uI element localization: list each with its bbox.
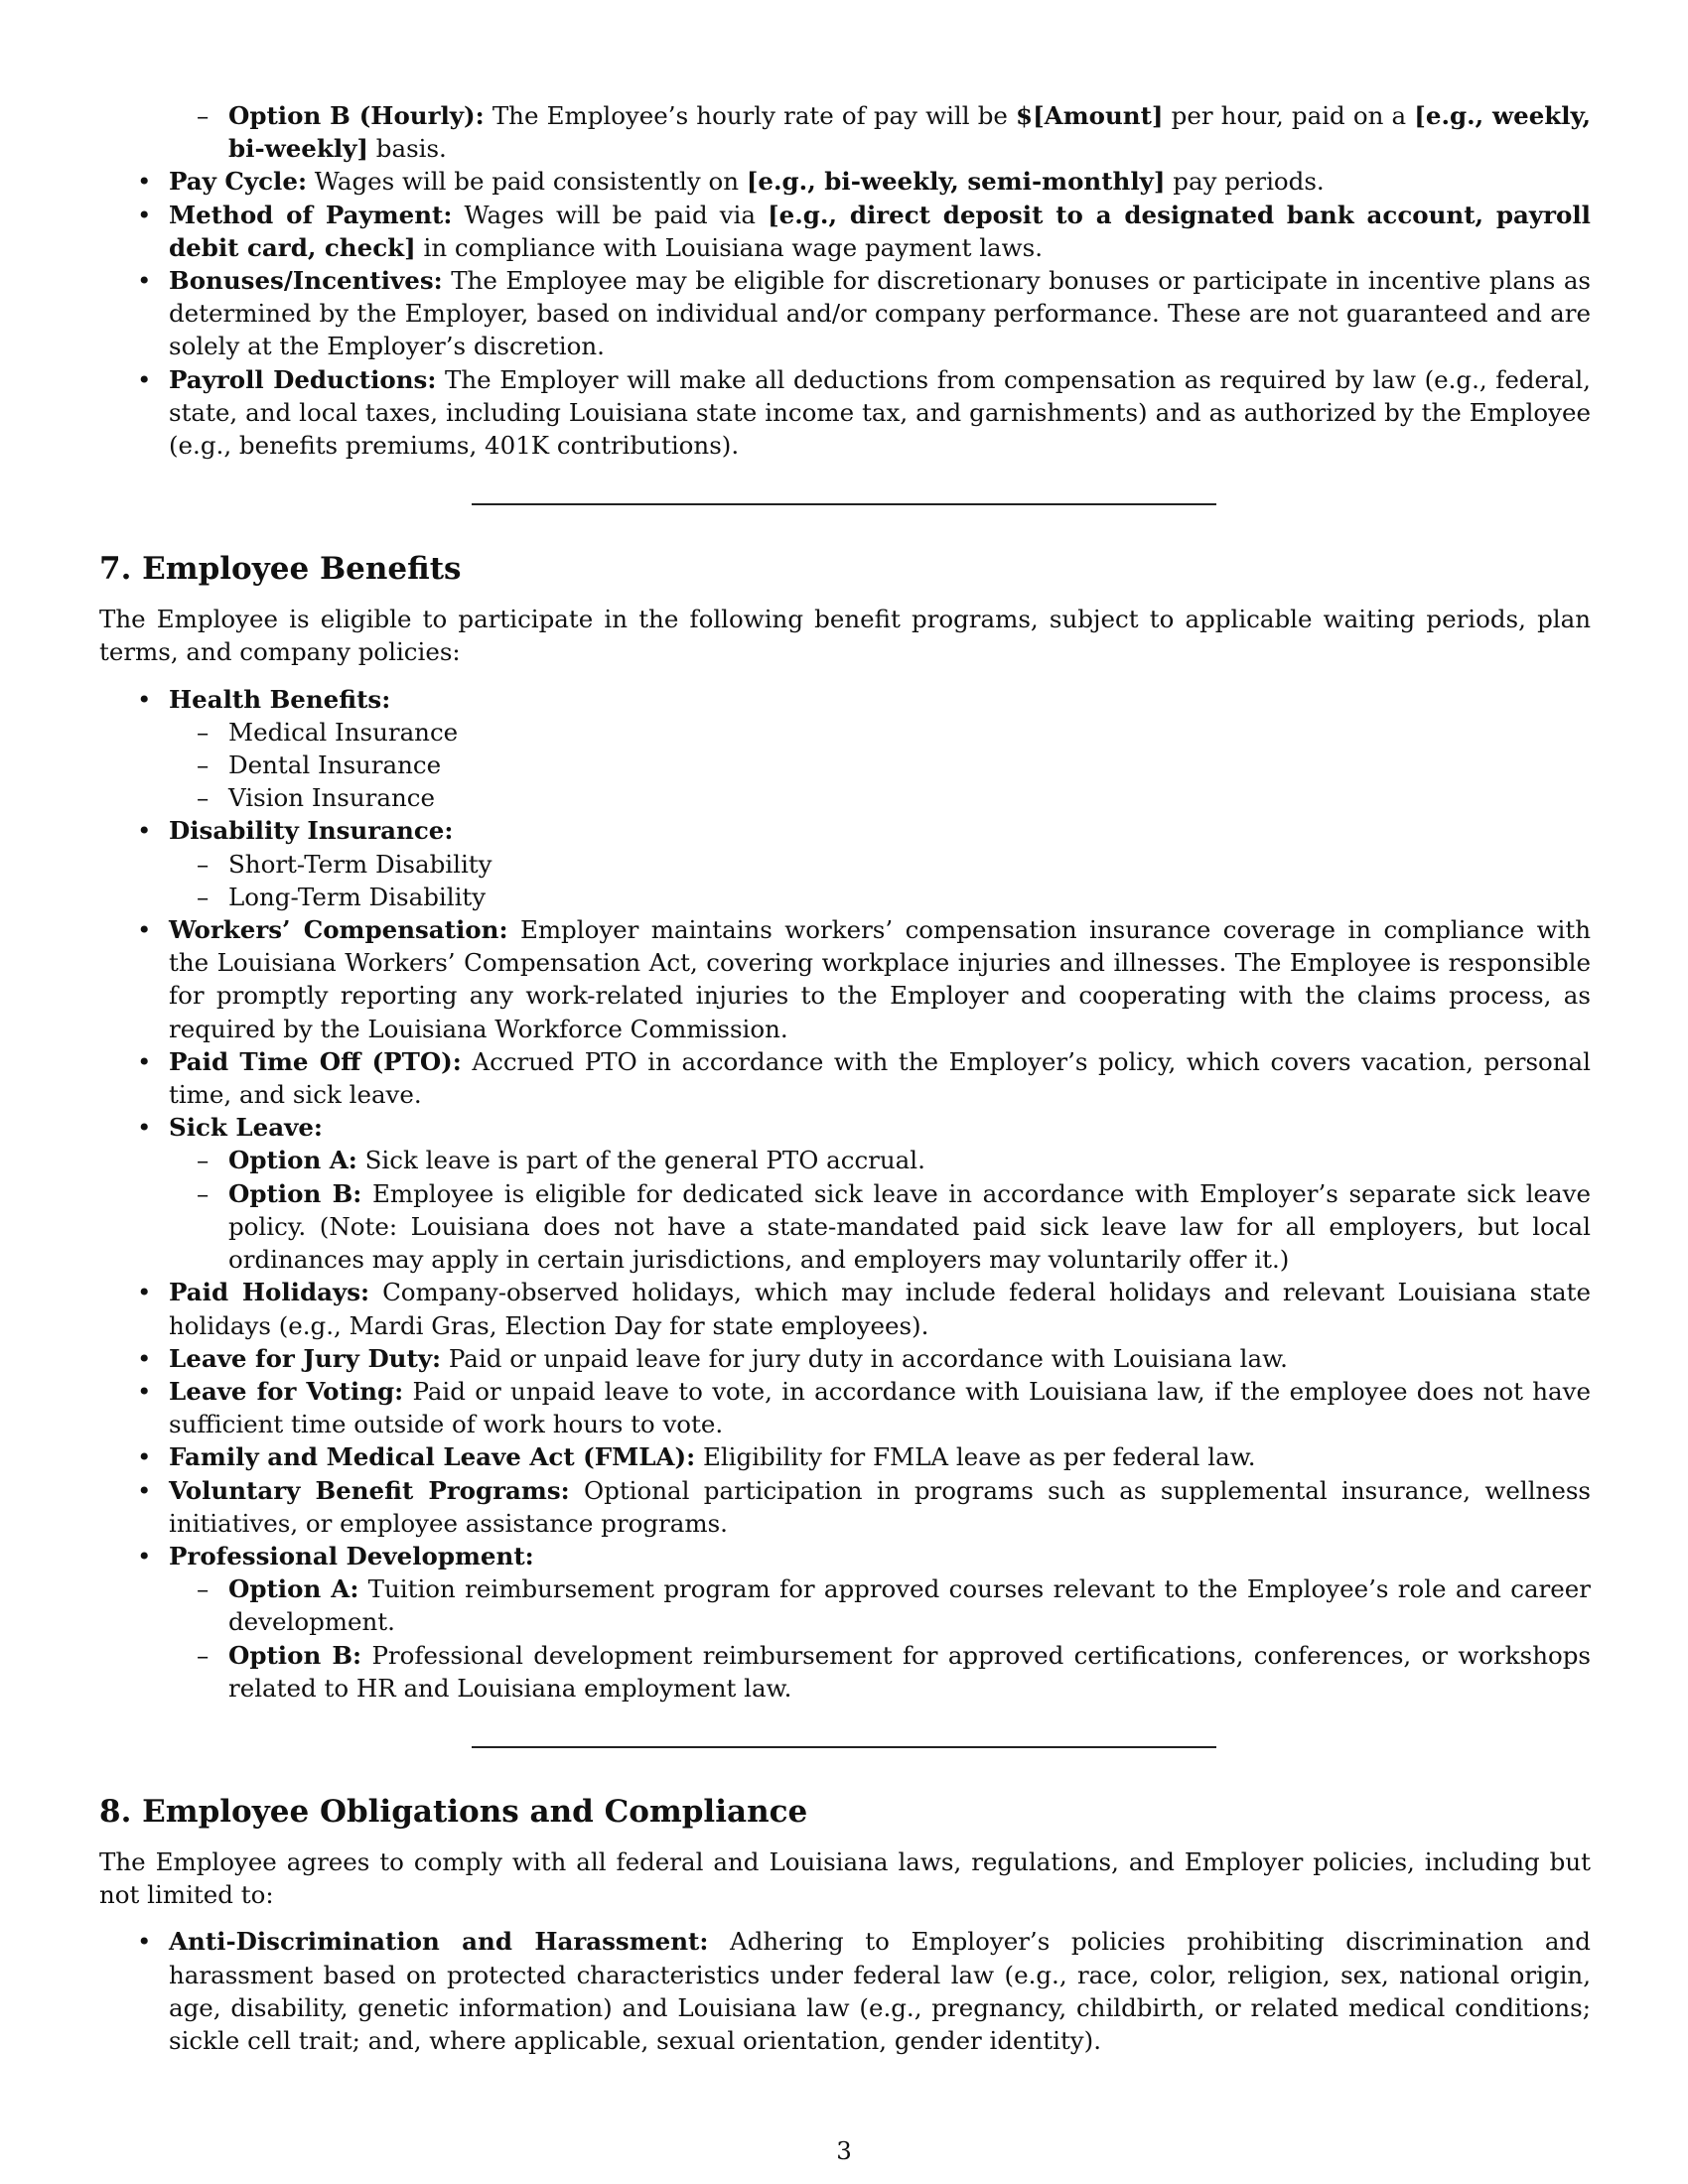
payment-method-label: Method of Payment: [169,200,453,229]
payment-method-text: in compliance with Louisiana wage payment laws. [423,232,1043,262]
section-7-intro: The Employee is eligible to participate in the following benefit programs, subject to applicable waiting periods, plan terms, and company policies: [99,605,1591,667]
voluntary-benefits-text: Optional participation in programs such as supplemental insurance, wellness initiatives, or employee assistance programs. [169,1475,1591,1538]
pay-cycle-placeholder: [e.g., bi-weekly, semi-monthly] [746,167,1166,197]
pay-option-b-text: The Employee’s hourly rate of pay will be [492,101,1008,130]
health-benefits-item [99,683,1591,716]
bullet-marker: • [137,1442,152,1472]
disability-label: Disability Insurance: [169,816,454,846]
voting-leave-text: Paid or unpaid leave to vote, in accordance with Louisiana law, if the employee does not have sufficient time outside of work hours to vote. [169,1376,1591,1439]
prodev-option-a-item [99,1572,1591,1638]
page-number: 3 [836,2136,852,2165]
pto-item [99,1045,1591,1111]
disability-item [99,814,1591,847]
benefits-list [99,683,1591,1705]
jury-duty-item [99,1342,1591,1375]
bullet-marker: • [137,1113,152,1143]
dash-marker: – [197,751,210,780]
bullet-marker: • [137,1376,152,1406]
bonuses-text: The Employee may be eligible for discretionary bonuses or participate in incentive plans as determined by the Employer, based on individual and/or company performance. These are not guaranteed and are solely at the Employer’s discretion. [169,266,1591,361]
bullet-marker: • [137,364,152,394]
pay-option-b-item [99,99,1591,165]
dash-marker: – [197,101,210,130]
deductions-text: The Employer will make all deductions from compensation as required by law (e.g., federal, state, and local taxes, including Louisiana state income tax, and garnishments) and as authorized by the Employee (e.g., benefits premiums, 401K contributions). [169,364,1591,461]
bullet-marker: • [137,1278,152,1307]
sick-leave-item [99,1111,1591,1144]
sick-option-b-text: Employee is eligible for dedicated sick leave in accordance with Employer’s separate sick leave policy. (Note: Louisiana does not have a state-mandated paid sick leave law for all employers, but local ordinances may apply in certain jurisdictions, and employers may voluntarily offer it.) [228,1178,1591,1275]
pay-cycle-item [99,165,1591,198]
holidays-item [99,1276,1591,1341]
deductions-item [99,363,1591,463]
document-page [99,99,1591,2057]
pay-amount-placeholder: $[Amount] [1016,101,1164,130]
anti-discrimination-label: Anti-Discrimination and Harassment: [169,1927,709,1957]
bullet-marker: • [137,1343,152,1373]
dash-marker: – [197,1178,210,1208]
sick-option-a-label: Option A: [228,1146,357,1175]
workers-comp-text: Employer maintains workers’ compensation insurance coverage in compliance with the Louisiana Workers’ Compensation Act, covering workplace injuries and illnesses. The Employee is responsible for promptly reporting any work-related injuries to the Employer and cooperating with the claims process, as required by the Louisiana Workforce Commission. [169,915,1592,1043]
pay-cycle-text: pay periods. [1173,167,1325,197]
section-8-intro: The Employee agrees to comply with all federal and Louisiana laws, regulations, and Employer policies, including but not limited to: [99,1846,1591,1910]
voting-leave-item [99,1375,1591,1440]
section-8-heading: 8. Employee Obligations and Compliance [99,1793,808,1830]
prodev-option-b-label: Option B: [228,1640,362,1670]
pay-option-b-label: Option B (Hourly): [228,101,485,130]
bullet-marker: • [137,816,152,846]
pay-cycle-label: Pay Cycle: [169,167,307,197]
payment-method-item [99,199,1591,264]
disability-subitem [99,881,1591,913]
disability-subitem-text: Long-Term Disability [228,882,487,911]
holidays-text: Company-observed holidays, which may include federal holidays and relevant Louisiana state holidays (e.g., Mardi Gras, Election Day for state employees). [169,1278,1591,1340]
deductions-label: Payroll Deductions: [169,364,437,394]
dash-marker: – [197,717,210,747]
disability-subitem-text: Short-Term Disability [228,849,492,879]
bonuses-label: Bonuses/Incentives: [169,266,443,296]
payment-method-placeholder: [e.g., direct deposit to a designated bank account, payroll debit card, check] [169,200,1591,262]
prodev-option-b-item [99,1639,1591,1705]
anti-discrimination-item [99,1925,1591,2057]
bullet-marker: • [137,1475,152,1505]
disability-subitem [99,848,1591,881]
sick-leave-label: Sick Leave: [169,1113,323,1143]
sick-option-b-item [99,1177,1591,1277]
health-benefits-label: Health Benefits: [169,684,391,714]
prodev-option-a-text: Tuition reimbursement program for approved courses relevant to the Employee’s role and career development. [228,1574,1591,1637]
bullet-marker: • [137,915,152,945]
workers-comp-label: Workers’ Compensation: [169,915,508,945]
holidays-label: Paid Holidays: [169,1278,370,1307]
health-subitem-text: Dental Insurance [228,751,442,780]
health-subitem [99,716,1591,749]
voluntary-benefits-item [99,1474,1591,1540]
sick-option-a-item [99,1144,1591,1176]
dash-marker: – [197,783,210,813]
pto-text: Accrued PTO in accordance with the Employer’s policy, which covers vacation, personal time, and sick leave. [169,1046,1591,1110]
pto-label: Paid Time Off (PTO): [169,1046,462,1076]
dash-marker: – [197,849,210,879]
health-subitem [99,749,1591,781]
dash-marker: – [197,882,210,911]
sick-option-a-text: Sick leave is part of the general PTO accrual. [364,1146,925,1175]
obligations-list [99,1925,1591,2057]
bullet-marker: • [137,266,152,296]
bullet-marker: • [137,1927,152,1957]
section-divider [472,1746,1216,1748]
workers-comp-item [99,913,1591,1045]
fmla-text: Eligibility for FMLA leave as per federal law. [702,1442,1256,1472]
payment-method-text: Wages will be paid via [464,200,756,229]
dash-marker: – [197,1640,210,1670]
jury-duty-label: Leave for Jury Duty: [169,1343,442,1373]
pay-cycle-text: Wages will be paid consistently on [314,167,740,197]
voting-leave-label: Leave for Voting: [169,1376,404,1406]
anti-discrimination-text: Adhering to Employer’s policies prohibiting discrimination and harassment based on protected characteristics under federal law (e.g., race, color, religion, sex, national origin, age, disability, genetic information) and Louisiana law (e.g., pregnancy, childbirth, or related medical conditions; sickle cell trait; and, where applicable, sexual orientation, gender identity). [169,1927,1591,2055]
voluntary-benefits-label: Voluntary Benefit Programs: [169,1475,570,1505]
bullet-marker: • [137,1541,152,1570]
dash-marker: – [197,1146,210,1175]
pay-option-b-text: basis. [375,134,447,164]
bullet-marker: • [137,200,152,229]
sick-option-b-label: Option B: [228,1178,362,1208]
bonuses-item [99,264,1591,363]
dash-marker: – [197,1574,210,1604]
pay-option-b-text: per hour, paid on a [1171,101,1407,130]
professional-development-label: Professional Development: [169,1541,534,1570]
prodev-option-a-label: Option A: [228,1574,359,1604]
prodev-option-b-text: Professional development reimbursement for approved certifications, conferences, or workshops related to HR and Louisiana employment law. [228,1640,1591,1703]
bullet-marker: • [137,684,152,714]
bullet-marker: • [137,167,152,197]
fmla-item [99,1440,1591,1473]
professional-development-item [99,1540,1591,1572]
section-divider [472,503,1216,505]
health-subitem-text: Medical Insurance [228,717,459,747]
bullet-marker: • [137,1046,152,1076]
jury-duty-text: Paid or unpaid leave for jury duty in accordance with Louisiana law. [448,1343,1288,1373]
pay-basis-placeholder: [e.g., weekly, bi-weekly] [228,101,1592,164]
section-7-heading: 7. Employee Benefits [99,551,462,588]
fmla-label: Family and Medical Leave Act (FMLA): [169,1442,696,1472]
health-subitem-text: Vision Insurance [228,783,435,813]
health-subitem [99,781,1591,814]
